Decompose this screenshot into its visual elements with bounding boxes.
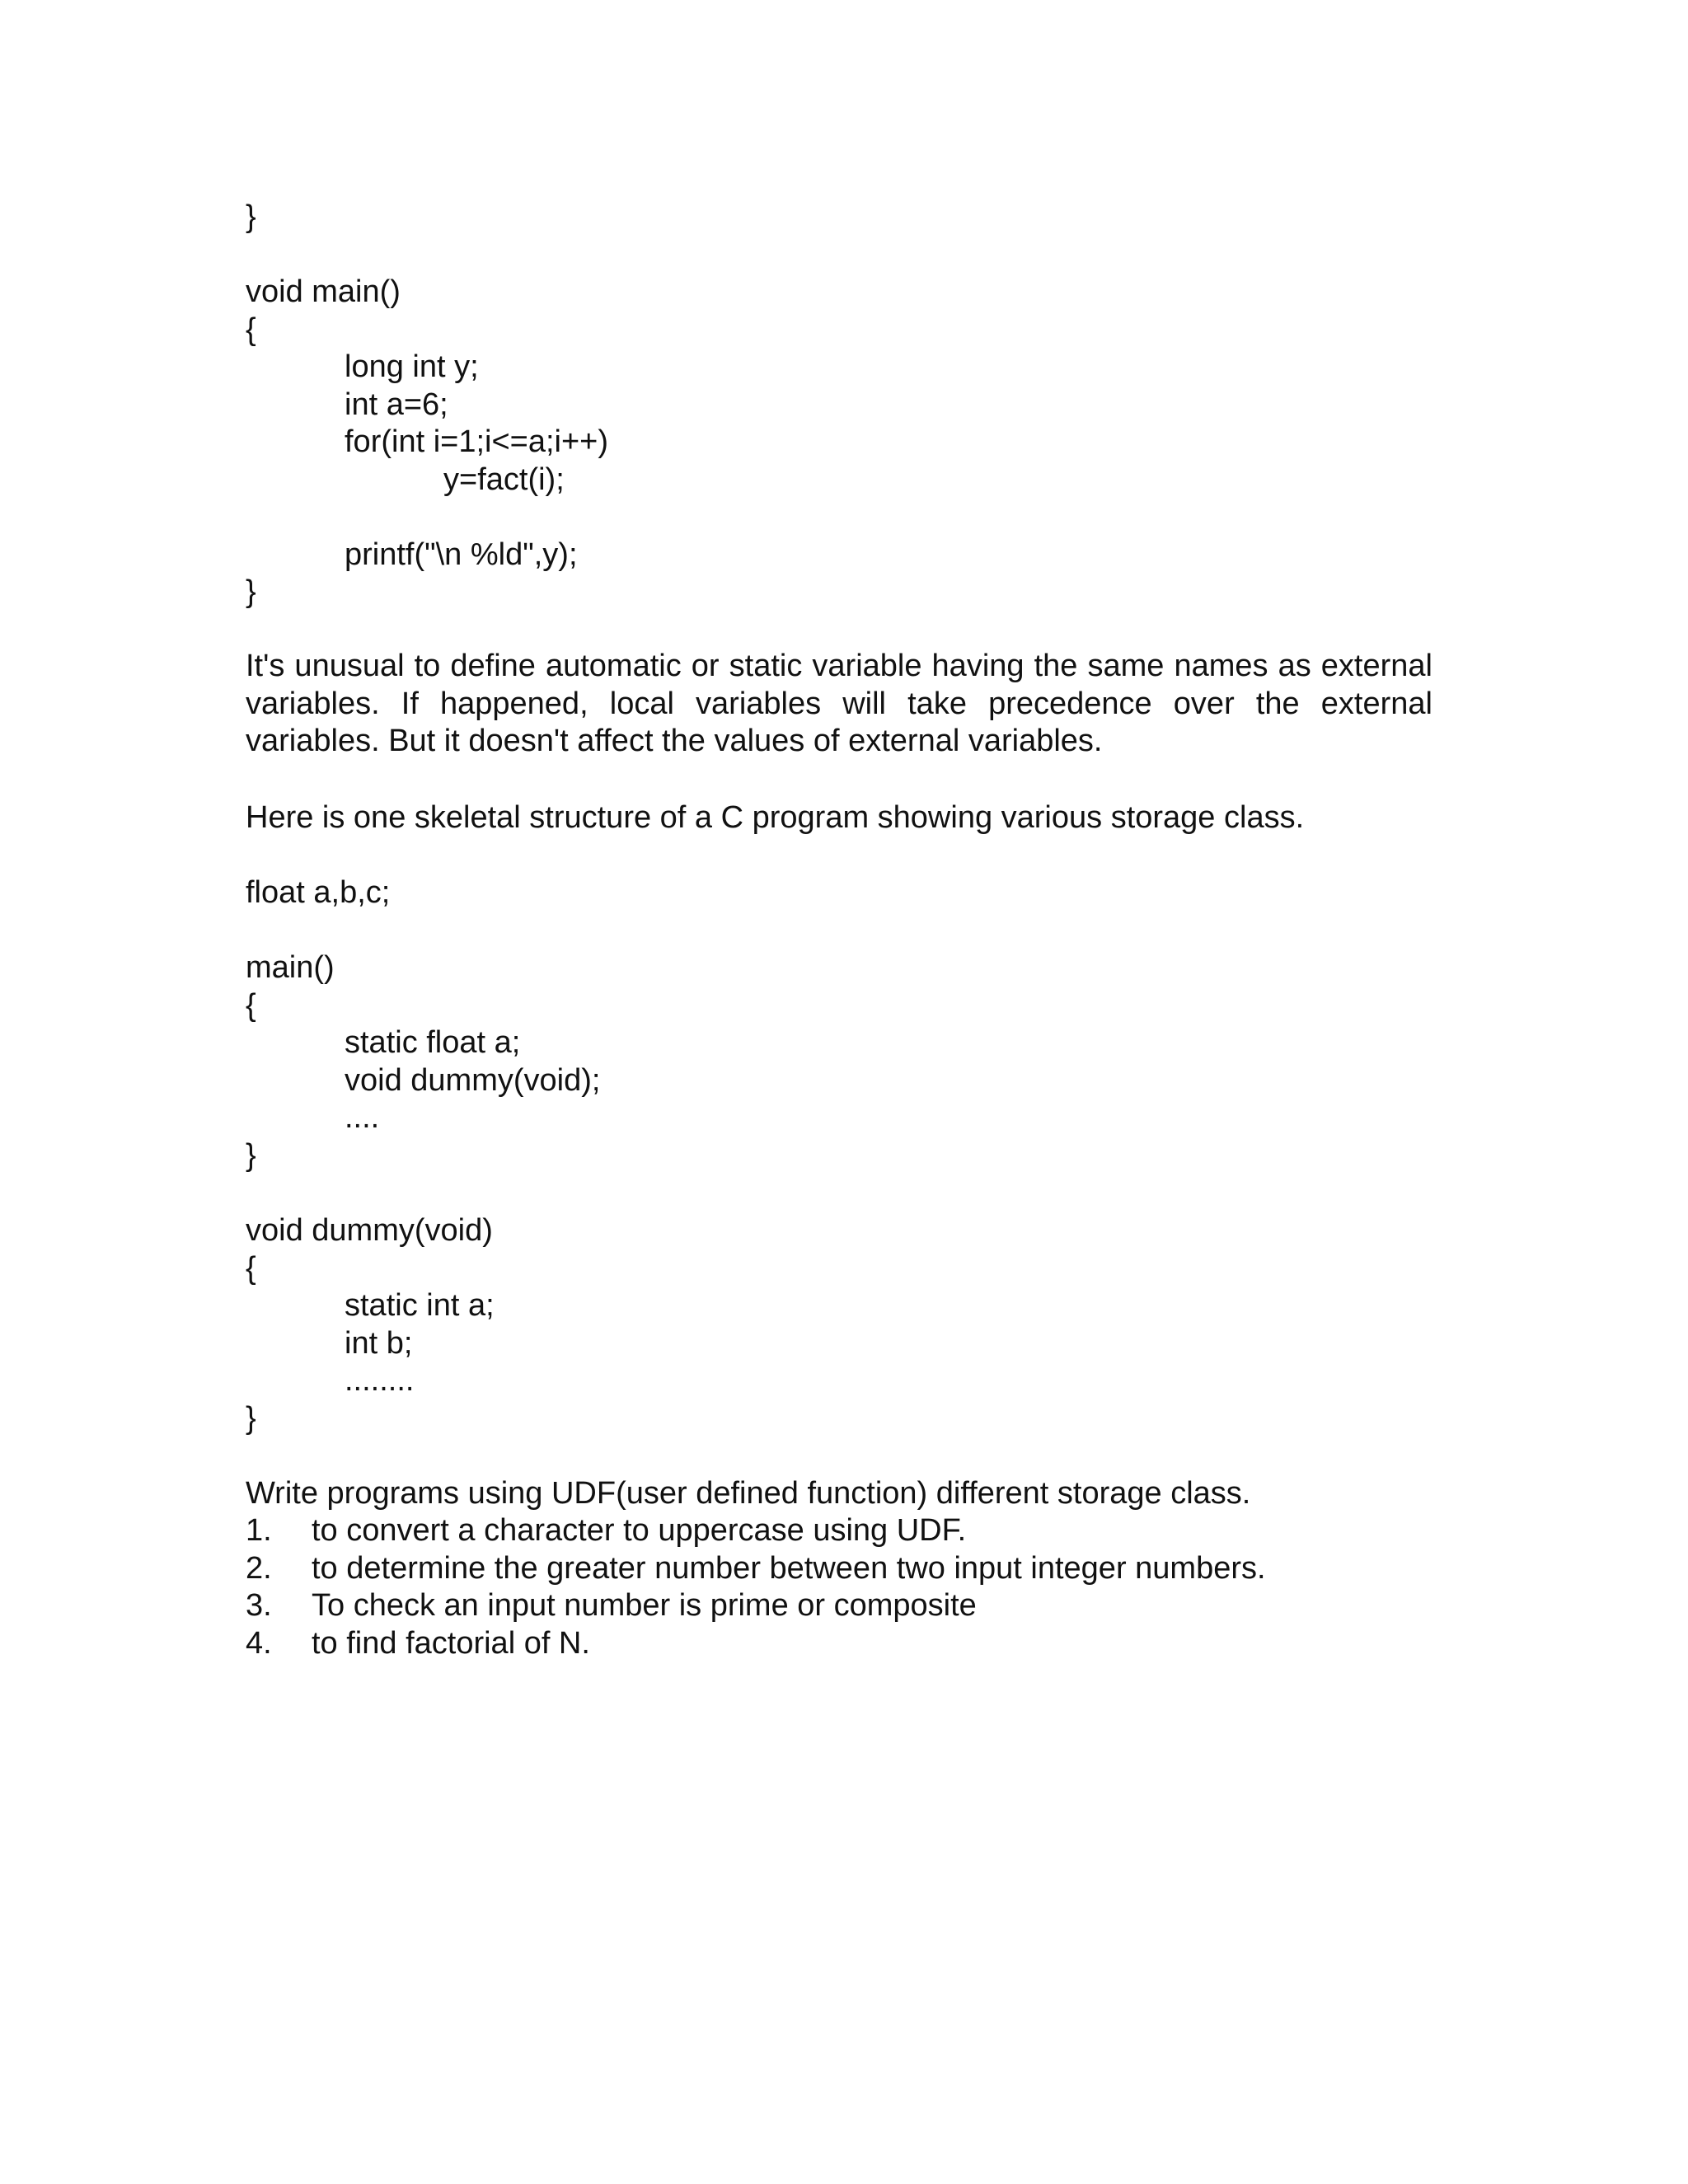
code-line: { <box>246 988 256 1023</box>
code-line: float a,b,c; <box>246 875 391 910</box>
list-item: to determine the greater number between two input integer numbers. <box>312 1551 1266 1586</box>
code-line: int b; <box>345 1326 413 1361</box>
code-line: .... <box>345 1100 380 1135</box>
code-line: static int a; <box>345 1288 495 1323</box>
exercise-intro: Write programs using UDF(user defined function) different storage class. <box>246 1476 1251 1511</box>
code-line: } <box>246 574 256 609</box>
code-line: main() <box>246 950 335 985</box>
paragraph: Here is one skeletal structure of a C program showing various storage class. <box>246 800 1305 835</box>
code-line: printf("\n %ld",y); <box>345 537 578 572</box>
code-line: long int y; <box>345 349 479 384</box>
code-line: static float a; <box>345 1025 521 1060</box>
list-item: to convert a character to uppercase using UDF. <box>312 1513 967 1548</box>
list-number: 1. <box>246 1513 272 1548</box>
code-line: int a=6; <box>345 387 448 422</box>
code-line: void dummy(void) <box>246 1213 493 1248</box>
code-line: void dummy(void); <box>345 1063 601 1098</box>
list-number: 3. <box>246 1588 272 1623</box>
code-line: } <box>246 1401 256 1436</box>
list-number: 4. <box>246 1626 272 1661</box>
code-line: { <box>246 1251 256 1286</box>
code-line: y=fact(i); <box>443 462 565 497</box>
code-line: ........ <box>345 1363 415 1398</box>
code-line: for(int i=1;i<=a;i++) <box>345 424 609 459</box>
code-line: } <box>246 199 256 234</box>
code-line: { <box>246 312 256 347</box>
list-item: to find factorial of N. <box>312 1626 590 1661</box>
code-line: } <box>246 1138 256 1173</box>
paragraph: It's unusual to define automatic or static variable having the same names as external variables. If happened, local variables will take precedence over the external variables. But it doesn't affect the values of external variables. <box>246 649 1432 758</box>
list-number: 2. <box>246 1551 272 1586</box>
code-line: void main() <box>246 274 401 309</box>
list-item: To check an input number is prime or composite <box>312 1588 977 1623</box>
